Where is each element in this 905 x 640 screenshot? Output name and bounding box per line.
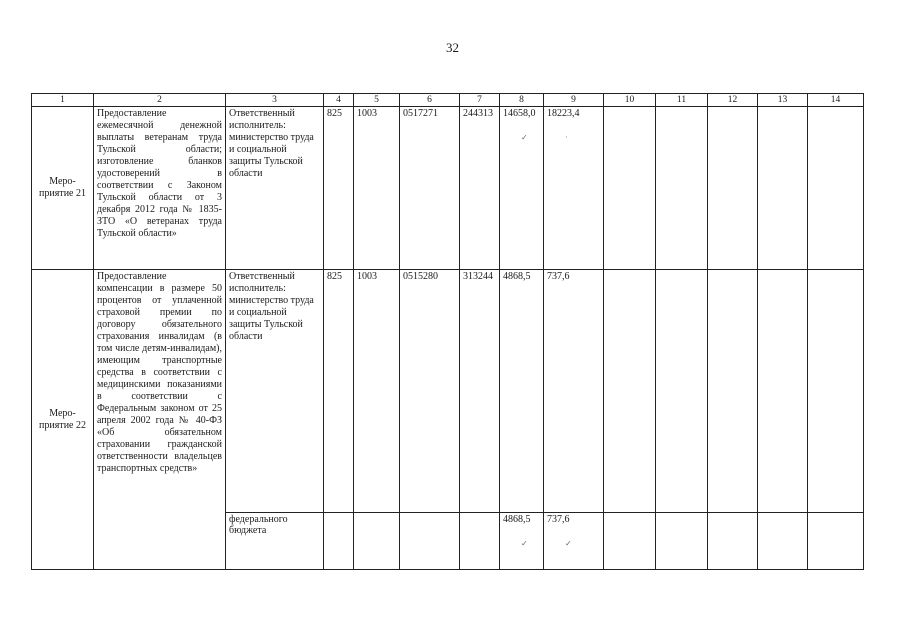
cell-col5: 1003 xyxy=(354,107,400,270)
cell-col11 xyxy=(656,107,708,270)
column-header: 8 xyxy=(500,94,544,107)
cell-col9 xyxy=(544,513,604,570)
cell-col10 xyxy=(604,107,656,270)
column-header: 3 xyxy=(226,94,324,107)
cell-col14 xyxy=(808,107,864,270)
cell-col9: 737,6 xyxy=(544,270,604,513)
cell-col11 xyxy=(656,270,708,513)
row-responsible: Ответственный исполнитель: министерство труда и социальной защиты Тульской области xyxy=(226,107,324,270)
cell-col6 xyxy=(400,513,460,570)
cell-col13 xyxy=(758,270,808,513)
check-mark-icon: ✓ xyxy=(521,539,528,548)
column-header: 5 xyxy=(354,94,400,107)
page-number: 32 xyxy=(446,40,459,55)
cell-col10 xyxy=(604,513,656,570)
cell-col14 xyxy=(808,513,864,570)
cell-value: 737,6 xyxy=(547,514,570,525)
cell-col14 xyxy=(808,270,864,513)
column-header: 7 xyxy=(460,94,500,107)
table-row xyxy=(32,107,864,270)
column-header: 14 xyxy=(808,94,864,107)
cell-col4: 825 xyxy=(324,107,354,270)
check-mark-icon: ✓ xyxy=(521,133,528,142)
cell-col13 xyxy=(758,513,808,570)
cell-col9 xyxy=(544,107,604,270)
cell-col12 xyxy=(708,513,758,570)
cell-value: 14658,0 xyxy=(503,108,536,119)
cell-col5: 1003 xyxy=(354,270,400,513)
table-row xyxy=(32,270,864,513)
cell-col4 xyxy=(324,513,354,570)
row-responsible: Ответственный исполнитель: министерство труда и социальной защиты Тульской области xyxy=(226,270,324,513)
cell-col12 xyxy=(708,270,758,513)
cell-col11 xyxy=(656,513,708,570)
row-funding-source: федерального бюджета xyxy=(226,513,324,570)
cell-value: 4868,5 xyxy=(503,514,531,525)
cell-col6: 0517271 xyxy=(400,107,460,270)
cell-col10 xyxy=(604,270,656,513)
row-description: Предоставление компенсации в размере 50 процентов от уплаченной страховой премии по договору обязательного страхования инвалидам (в том числе детям-инвалидам), имеющим транспортные средства в соответствии с медицинскими показаниями в соответствии с Федеральным законом от 25 апреля 2002 года № 40-ФЗ «Об обязательном страховании гражданской ответственности владельцев транспортных средств» xyxy=(94,270,226,570)
column-header: 10 xyxy=(604,94,656,107)
column-header: 12 xyxy=(708,94,758,107)
cell-col8 xyxy=(500,107,544,270)
cell-col7: 244313 xyxy=(460,107,500,270)
check-mark-icon: · xyxy=(565,133,568,142)
column-header: 4 xyxy=(324,94,354,107)
column-header: 6 xyxy=(400,94,460,107)
cell-col4: 825 xyxy=(324,270,354,513)
row-label: Меро-приятие 22 xyxy=(32,270,94,570)
row-label: Меро-приятие 21 xyxy=(32,107,94,270)
cell-col12 xyxy=(708,107,758,270)
cell-value: 18223,4 xyxy=(547,108,580,119)
cell-col7: 313244 xyxy=(460,270,500,513)
cell-col6: 0515280 xyxy=(400,270,460,513)
header-row xyxy=(32,94,864,107)
cell-col8: 4868,5 xyxy=(500,270,544,513)
cell-col5 xyxy=(354,513,400,570)
column-header: 1 xyxy=(32,94,94,107)
cell-col8 xyxy=(500,513,544,570)
column-header: 2 xyxy=(94,94,226,107)
row-description: Предоставление ежемесячной денежной выплаты ветеранам труда Тульской области; изготовление бланков удостоверений в соответствии с Законом Тульской области от 3 декабря 2012 года № 1835-ЗТО «О ветеранах труда Тульской области» xyxy=(94,107,226,270)
column-header: 13 xyxy=(758,94,808,107)
check-mark-icon: ✓ xyxy=(565,539,572,548)
budget-table xyxy=(31,93,864,570)
column-header: 9 xyxy=(544,94,604,107)
cell-col7 xyxy=(460,513,500,570)
cell-col13 xyxy=(758,107,808,270)
column-header: 11 xyxy=(656,94,708,107)
